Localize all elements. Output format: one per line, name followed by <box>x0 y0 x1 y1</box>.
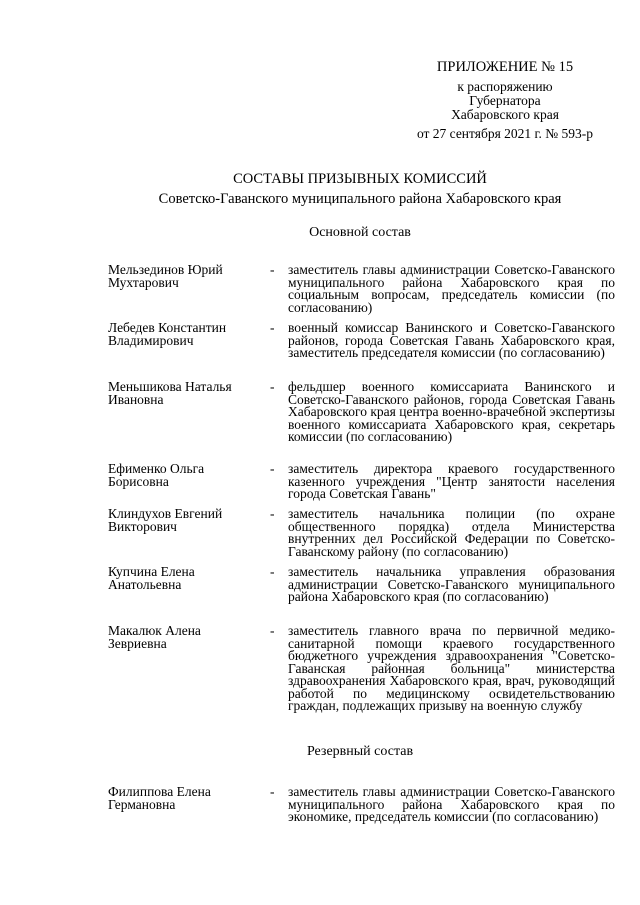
reserve-section-title: Резервный состав <box>306 744 414 759</box>
member-name: Меньшикова Наталья Ивановна <box>108 379 232 407</box>
member-dash: - <box>270 461 275 476</box>
member-name: Купчина Елена Анатольевна <box>108 564 195 592</box>
appendix-line-1: к распоряжению <box>457 79 553 94</box>
member-name: Клиндухов Евгений Викторович <box>108 506 223 534</box>
member-role: заместитель директора краевого государственного казенного учреждения "Центр занятости населения города Советская Гавань" <box>288 461 615 501</box>
appendix-line-2: Губернатора <box>469 93 541 108</box>
member-name: Филиппова Елена Германовна <box>108 784 211 812</box>
main-section-title: Основной состав <box>309 225 411 240</box>
member-role: заместитель начальника управления образования администрации Советско-Гаванского муниципального района Хабаровского края (по согласованию) <box>288 564 615 604</box>
member-role: заместитель главы администрации Советско-Гаванского муниципального района Хабаровского края по экономике, председатель комиссии (по согласованию) <box>288 784 615 824</box>
member-dash: - <box>270 784 275 799</box>
member-name: Макалюк Алена Зевриевна <box>108 623 201 651</box>
member-dash: - <box>270 506 275 521</box>
member-role: заместитель главы администрации Советско-Гаванского муниципального района Хабаровского края по социальным вопросам, председатель комиссии (по согласованию) <box>288 262 615 315</box>
appendix-title: ПРИЛОЖЕНИЕ № 15 <box>436 59 574 75</box>
member-role: заместитель главного врача по первичной медико-санитарной помощи краевого государственного бюджетного учреждения здравоохранения "Советско-Гаванская районная больница" министерства здравоохранения Хабаровского края, врач, руководящий работой по медицинскому освидетельствованию граждан, подлежащих призыву на военную службу <box>288 623 615 713</box>
member-dash: - <box>270 564 275 579</box>
member-name: Лебедев Константин Владимирович <box>108 320 227 348</box>
appendix-line-3: Хабаровского края <box>451 107 559 122</box>
document-subtitle: Советско-Гаванского муниципального района Хабаровского края <box>158 191 562 207</box>
document-title: СОСТАВЫ ПРИЗЫВНЫХ КОМИССИЙ <box>233 171 487 187</box>
member-name: Ефименко Ольга Борисовна <box>108 461 205 489</box>
member-name: Мельзединов Юрий Мухтарович <box>108 262 223 290</box>
member-dash: - <box>270 379 275 394</box>
member-role: заместитель начальника полиции (по охране общественного порядка) отдела Министерства внутренних дел Российской Федерации по Советско-Гаванскому району (по согласованию) <box>288 506 615 559</box>
member-role: военный комиссар Ванинского и Советско-Гаванского районов, города Советская Гавань Хабаровского края, заместитель председателя комиссии (по согласованию) <box>288 320 615 360</box>
member-dash: - <box>270 623 275 638</box>
member-dash: - <box>270 262 275 277</box>
member-dash: - <box>270 320 275 335</box>
appendix-block <box>380 60 630 141</box>
appendix-date: от 27 сентября 2021 г. № 593-р <box>416 126 594 141</box>
member-role: фельдшер военного комиссариата Ванинского и Советско-Гаванского районов, города Советская Гавань Хабаровского края центра военно-врачебной экспертизы военного комиссариата Хабаровского края, секретарь комиссии (по согласованию) <box>288 379 615 444</box>
